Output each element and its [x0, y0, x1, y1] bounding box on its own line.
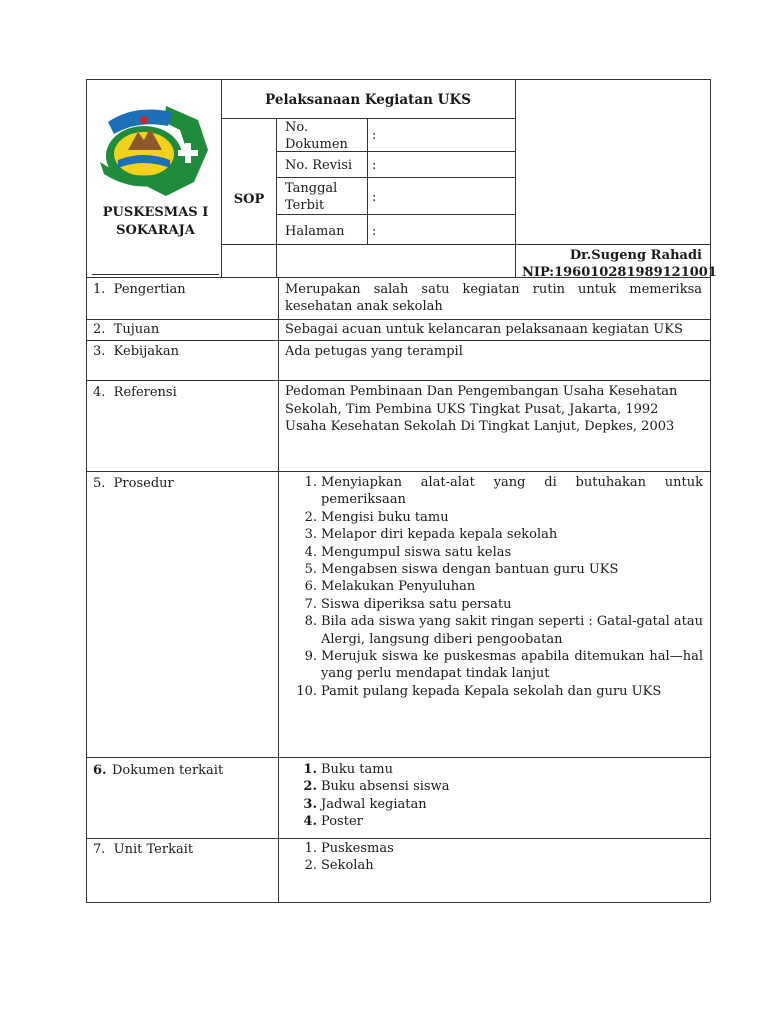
list-item-text: Pamit pulang kepada Kepala sekolah dan guru UKS: [321, 683, 662, 699]
signer-nip: NIP:196010281989121001: [522, 265, 717, 280]
prosedur-step: [293, 526, 703, 543]
list-item-text: Menyiapkan alat-alat yang di butuhakan untuk pemeriksaan: [321, 475, 703, 508]
field-no-dokumen-line1: No.: [285, 120, 309, 135]
list-number: 9 .: [293, 648, 317, 665]
list-item-text: Mengumpul siswa satu kelas: [321, 544, 512, 560]
table-bottom-border: [86, 902, 710, 903]
org-name-line2: SOKARAJA: [116, 223, 195, 238]
row-divider: [86, 380, 710, 381]
section-text-pengertian: Merupakan salah satu kegiatan rutin untuk memeriksa kesehatan anak sekolah: [285, 282, 702, 314]
health-department-emblem-icon: [94, 98, 224, 203]
field-no-revisi-colon: :: [372, 158, 377, 173]
unit-item: [293, 840, 593, 857]
list-item-text: Buku absensi siswa: [321, 779, 450, 795]
emblem-yellow-circle: [114, 132, 174, 176]
field-halaman: Halaman: [285, 224, 345, 239]
list-number: 3 .: [293, 796, 317, 813]
field-tanggal-terbit-colon: :: [372, 190, 377, 205]
list-item-text: Puskesmas: [321, 841, 394, 856]
header-title-bottom: [221, 118, 515, 119]
prosedur-step: [293, 561, 703, 578]
prosedur-step: [293, 648, 703, 683]
list-item-text: Bila ada siswa yang sakit ringan seperti : Gatal-gatal atau Alergi, langsung diberi pengoobatan: [321, 614, 703, 647]
row-divider: [86, 340, 710, 341]
unit-list: [293, 840, 593, 875]
list-number: 6 .: [293, 578, 317, 595]
section-text-kebijakan: Ada petugas yang terampil: [285, 344, 463, 359]
referensi-line: Sekolah, Tim Pembina UKS Tingkat Pusat, Jakarta, 1992: [285, 402, 659, 417]
header-field-line: [221, 244, 710, 245]
referensi-line: Usaha Kesehatan Sekolah Di Tingkat Lanjut, Depkes, 2003: [285, 419, 675, 434]
prosedur-step: [293, 596, 703, 613]
list-item-text: Mengisi buku tamu: [321, 509, 449, 525]
row-divider: [86, 838, 710, 839]
list-item-text: Sekolah: [321, 858, 374, 874]
row-divider: [86, 471, 710, 472]
prosedur-step: [293, 474, 703, 509]
field-tanggal-terbit-line1: Tanggal: [285, 181, 338, 196]
section-label-kebijakan: 3. Kebijakan: [93, 344, 179, 359]
dokumen-item: [293, 813, 593, 830]
prosedur-step: [293, 683, 703, 700]
list-number: 10 .: [293, 683, 317, 700]
list-number: 1 .: [293, 474, 317, 491]
dokumen-item: [293, 761, 593, 778]
emblem-svg: [94, 98, 224, 203]
section-label-dokumen-text: Dokumen terkait: [112, 763, 224, 778]
section-label-unit: 7. Unit Terkait: [93, 842, 194, 857]
field-no-dokumen-colon: :: [372, 128, 377, 143]
list-number: 3 .: [293, 526, 317, 543]
list-number: 1 .: [293, 761, 317, 778]
list-number: 1 .: [293, 840, 317, 857]
row-divider: [86, 319, 710, 320]
header-divider-colon: [367, 118, 368, 244]
dokumen-item: [293, 796, 593, 813]
list-item-text: Jadwal kegiatan: [321, 796, 427, 812]
list-item-text: Merujuk siswa ke puskesmas apabila ditemukan hal—hal yang perlu mendapat tindak lanjut: [321, 649, 703, 682]
prosedur-step: [293, 509, 703, 526]
list-number: 8 .: [293, 613, 317, 630]
list-item-text: Melakukan Penyuluhan: [321, 579, 476, 595]
section-label-tujuan: 2. Tujuan: [93, 322, 160, 337]
sop-label: SOP: [233, 192, 265, 207]
emblem-cross-stem: [185, 143, 191, 163]
header-field-line: [276, 177, 515, 178]
list-item-text: Buku tamu: [321, 762, 393, 777]
table-right-border: [710, 79, 711, 902]
header-org-underline: [92, 274, 219, 275]
field-tanggal-terbit-line2: Terbit: [285, 198, 325, 213]
list-item-text: Poster: [321, 814, 363, 830]
list-number: 5 .: [293, 561, 317, 578]
list-item-text: Melapor diri kepada kepala sekolah: [321, 527, 558, 543]
list-item-text: Siswa diperiksa satu persatu: [321, 596, 512, 612]
list-number: 4 .: [293, 813, 317, 830]
list-number: 2 .: [293, 857, 317, 874]
list-number: 2 .: [293, 509, 317, 526]
section-label-referensi: 4. Referensi: [93, 385, 177, 400]
referensi-line: Pedoman Pembinaan Dan Pengembangan Usaha Kesehatan: [285, 384, 678, 399]
table-top-border: [86, 79, 710, 80]
dokumen-list: [293, 761, 593, 831]
prosedur-step: [293, 544, 703, 561]
table-left-border: [86, 79, 87, 902]
field-no-revisi: No. Revisi: [285, 158, 353, 173]
body-column-divider: [278, 277, 279, 902]
list-number: 7 .: [293, 596, 317, 613]
list-number: 4 .: [293, 544, 317, 561]
field-no-dokumen-line2: Dokumen: [285, 137, 348, 152]
prosedur-step: [293, 613, 703, 648]
unit-item: [293, 857, 593, 874]
header-field-line: [276, 214, 515, 215]
dokumen-item: [293, 778, 593, 795]
emblem-red-dot: [140, 116, 148, 124]
list-item-text: Mengabsen siswa dengan bantuan guru UKS: [321, 562, 619, 578]
prosedur-list: [293, 474, 703, 700]
section-label-prosedur: 5. Prosedur: [93, 476, 174, 491]
section-label-dokumen-num: 6.: [93, 763, 107, 778]
field-halaman-colon: :: [372, 224, 377, 239]
row-divider: [86, 757, 710, 758]
section-text-tujuan: Sebagai acuan untuk kelancaran pelaksanaan kegiatan UKS: [285, 322, 683, 337]
org-name-line1: PUSKESMAS I: [102, 205, 209, 220]
header-divider-sop: [276, 118, 277, 277]
signer-name: Dr.Sugeng Rahadi: [569, 248, 702, 263]
list-number: 2 .: [293, 778, 317, 795]
section-label-pengertian: 1. Pengertian: [93, 282, 186, 297]
prosedur-step: [293, 578, 703, 595]
document-title: Pelaksanaan Kegiatan UKS: [265, 92, 471, 108]
